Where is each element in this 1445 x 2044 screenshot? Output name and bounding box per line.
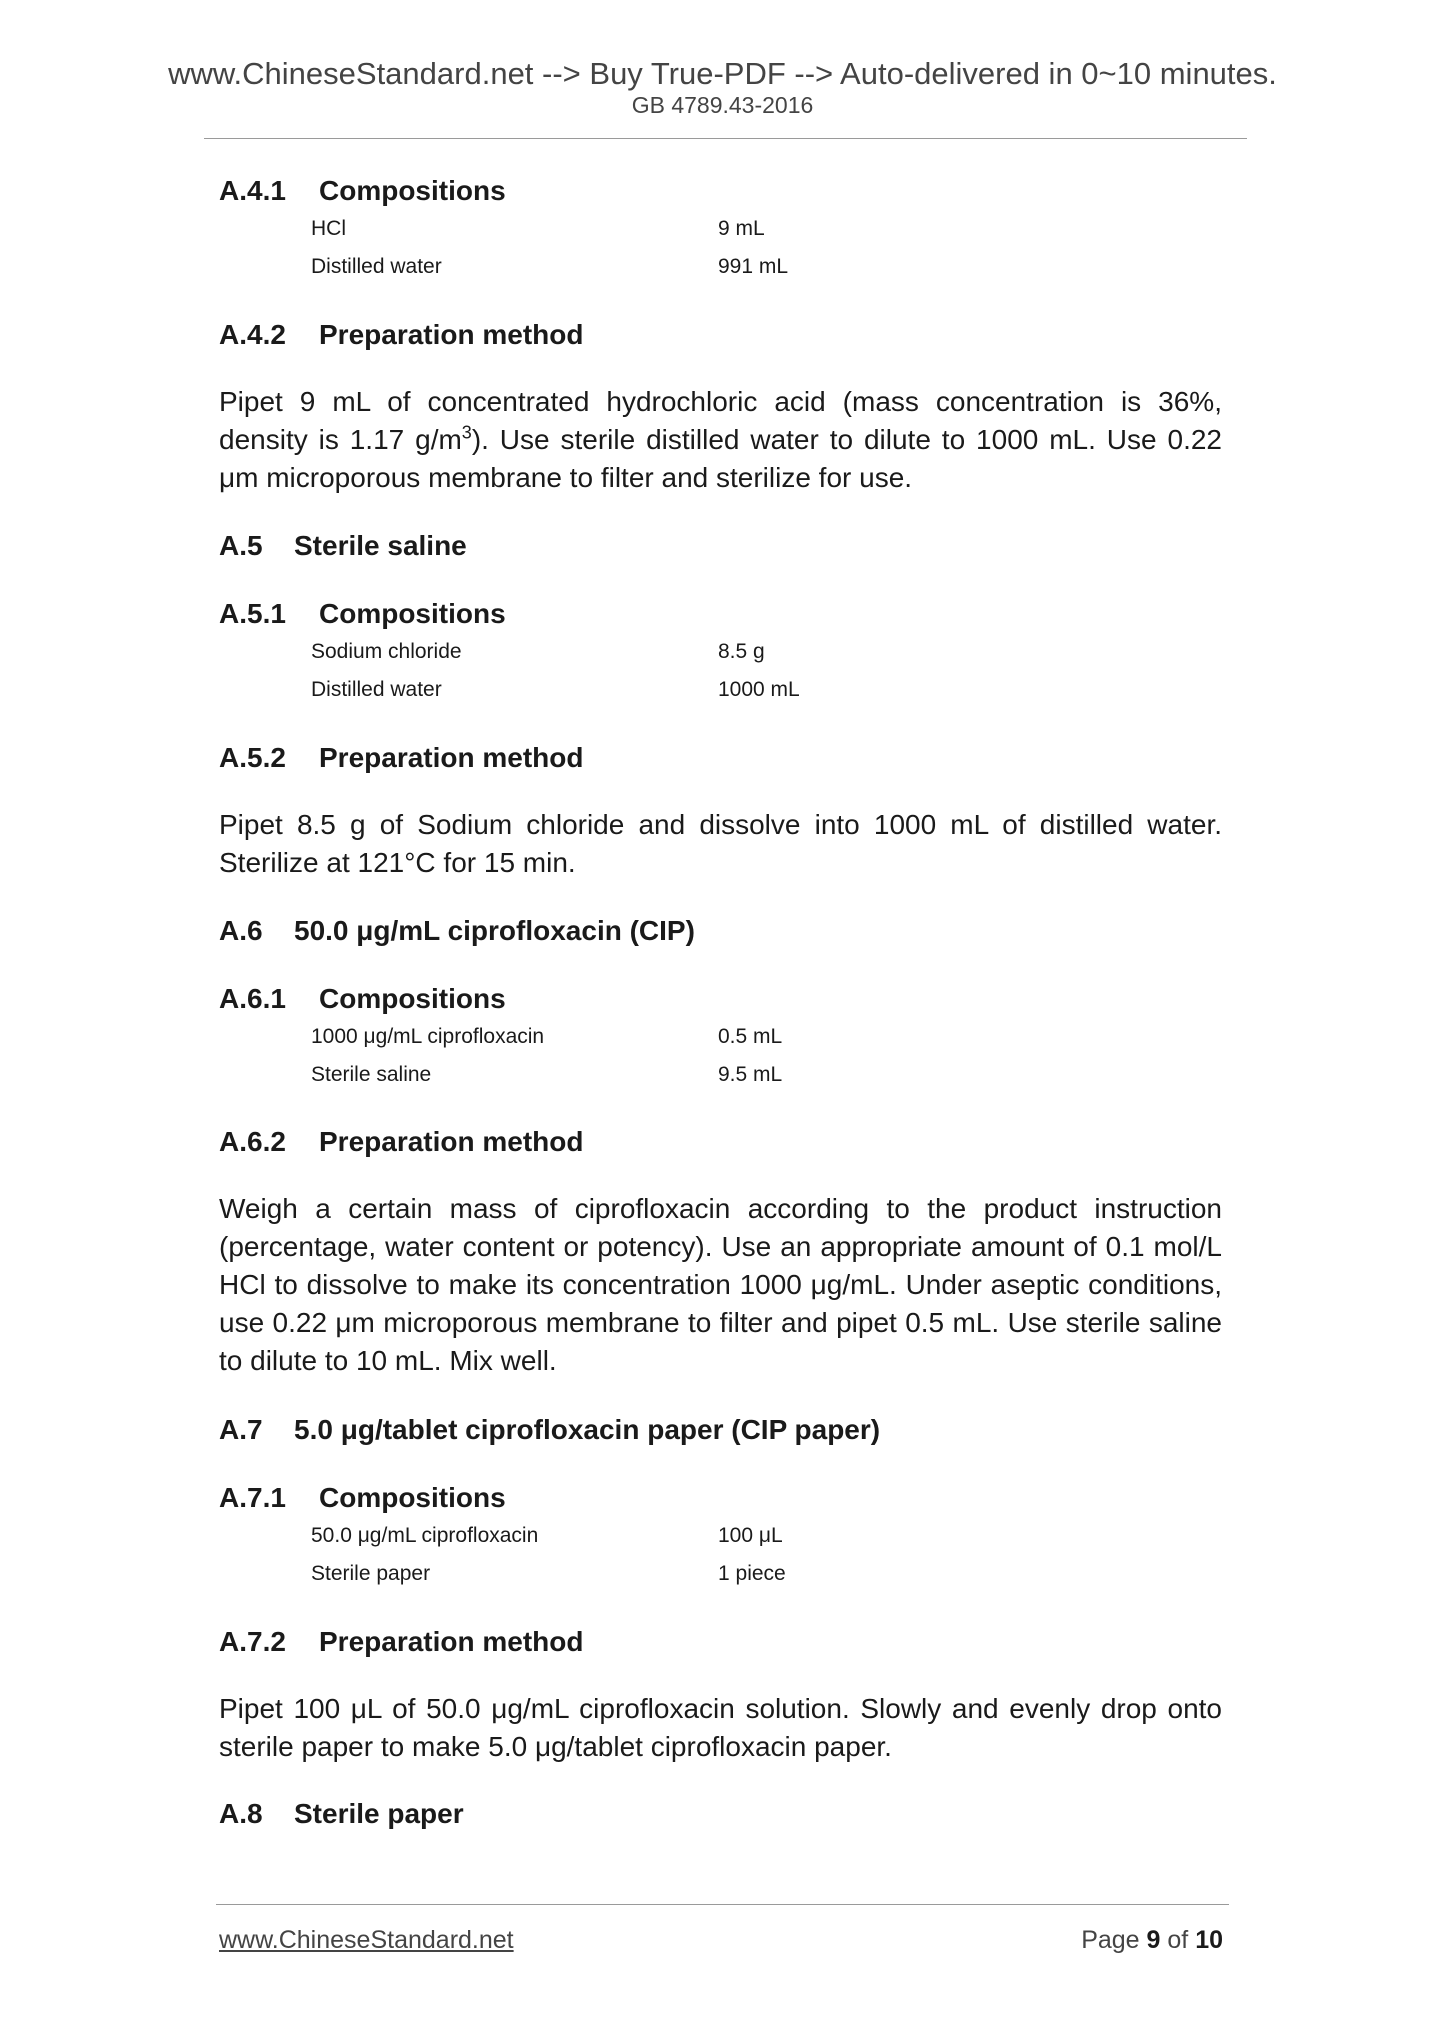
heading-a61 <box>219 985 506 1013</box>
heading-number: A.4.1 <box>219 175 286 206</box>
composition-row <box>311 678 800 701</box>
heading-number: A.8 <box>219 1798 263 1829</box>
heading-title: Compositions <box>319 983 506 1014</box>
heading-title: 5.0 μg/tablet ciprofloxacin paper (CIP paper) <box>294 1414 881 1445</box>
heading-number: A.7 <box>219 1414 263 1445</box>
heading-a51 <box>219 600 506 628</box>
page-number <box>1081 1928 1223 1953</box>
heading-a6 <box>219 917 695 945</box>
heading-a42 <box>219 321 583 349</box>
superscript: 3 <box>461 422 472 443</box>
heading-number: A.5.1 <box>219 598 286 629</box>
heading-title: 50.0 μg/mL ciprofloxacin (CIP) <box>294 915 695 946</box>
heading-number: A.6.1 <box>219 983 286 1014</box>
heading-a71 <box>219 1484 506 1512</box>
ingredient-amount: 0.5 mL <box>718 1025 783 1048</box>
footer-divider <box>216 1904 1229 1905</box>
paragraph-text: Pipet 9 mL of concentrated hydrochloric acid (mass concentration is 36%, density is 1.17 g/m <box>219 386 1222 455</box>
heading-number: A.7.2 <box>219 1626 286 1657</box>
composition-row <box>311 1025 783 1048</box>
paragraph-a42 <box>219 383 1222 497</box>
standard-code: GB 4789.43-2016 <box>631 92 814 118</box>
heading-number: A.5 <box>219 530 263 561</box>
ingredient-name: Distilled water <box>311 255 442 278</box>
page-label: Page <box>1081 1926 1147 1954</box>
heading-title: Preparation method <box>319 1126 584 1157</box>
paragraph-a52: Pipet 8.5 g of Sodium chloride and dissolve into 1000 mL of distilled water. Sterilize at 121°C for 15 min. <box>219 809 1222 878</box>
ingredient-name: Sterile saline <box>311 1063 432 1086</box>
heading-number: A.4.2 <box>219 319 286 350</box>
heading-title: Preparation method <box>319 319 584 350</box>
heading-a41 <box>219 177 506 205</box>
heading-a62 <box>219 1128 583 1156</box>
heading-title: Compositions <box>319 598 506 629</box>
heading-a5 <box>219 532 467 560</box>
header-banner: www.ChineseStandard.net --> Buy True-PDF --> Auto-delivered in 0~10 minutes. <box>168 56 1277 91</box>
heading-title: Preparation method <box>319 742 584 773</box>
ingredient-name: 1000 μg/mL ciprofloxacin <box>311 1025 545 1048</box>
composition-row <box>311 255 789 278</box>
heading-title: Compositions <box>319 175 506 206</box>
footer-website-link[interactable]: www.ChineseStandard.net <box>219 1926 514 1954</box>
heading-title: Sterile paper <box>294 1798 464 1829</box>
total-pages: 10 <box>1195 1926 1223 1954</box>
page-separator: of <box>1160 1926 1196 1954</box>
ingredient-amount: 9 mL <box>718 217 765 240</box>
ingredient-amount: 1000 mL <box>718 678 800 701</box>
heading-a7 <box>219 1416 880 1444</box>
heading-number: A.6.2 <box>219 1126 286 1157</box>
ingredient-name: Sodium chloride <box>311 640 462 663</box>
heading-a72 <box>219 1628 583 1656</box>
composition-row <box>311 1524 783 1547</box>
paragraph-a62: Weigh a certain mass of ciprofloxacin according to the product instruction (percentage, water content or potency). Use an appropriate amount of 0.1 mol/L HCl to dissolve to make its concentration 1000 μg/mL. Under aseptic conditions, use 0.22 μm microporous membrane to filter and pipet 0.5 mL. Use sterile saline to dilute to 10 mL. Mix well. <box>219 1193 1222 1376</box>
heading-number: A.6 <box>219 915 263 946</box>
header-divider <box>204 138 1247 139</box>
ingredient-name: 50.0 μg/mL ciprofloxacin <box>311 1524 539 1547</box>
heading-number: A.7.1 <box>219 1482 286 1513</box>
heading-title: Sterile saline <box>294 530 467 561</box>
composition-row <box>311 1063 783 1086</box>
ingredient-amount: 9.5 mL <box>718 1063 783 1086</box>
ingredient-amount: 100 μL <box>718 1524 783 1547</box>
heading-a8 <box>219 1800 464 1828</box>
composition-row <box>311 1562 786 1585</box>
heading-a52 <box>219 744 583 772</box>
composition-row <box>311 217 765 240</box>
heading-title: Compositions <box>319 1482 506 1513</box>
composition-row <box>311 640 765 663</box>
current-page: 9 <box>1146 1926 1161 1954</box>
heading-number: A.5.2 <box>219 742 286 773</box>
ingredient-amount: 1 piece <box>718 1562 786 1585</box>
ingredient-name: Distilled water <box>311 678 442 701</box>
ingredient-amount: 991 mL <box>718 255 789 278</box>
paragraph-a72: Pipet 100 μL of 50.0 μg/mL ciprofloxacin solution. Slowly and evenly drop onto sterile paper to make 5.0 μg/tablet ciprofloxacin paper. <box>219 1693 1222 1762</box>
ingredient-name: Sterile paper <box>311 1562 431 1585</box>
ingredient-amount: 8.5 g <box>718 640 765 663</box>
paragraph-text: ). Use sterile distilled water to dilute to 1000 mL. Use 0.22 μm microporous membrane to filter and sterilize for use. <box>219 424 1222 493</box>
heading-title: Preparation method <box>319 1626 584 1657</box>
ingredient-name: HCl <box>311 217 346 240</box>
